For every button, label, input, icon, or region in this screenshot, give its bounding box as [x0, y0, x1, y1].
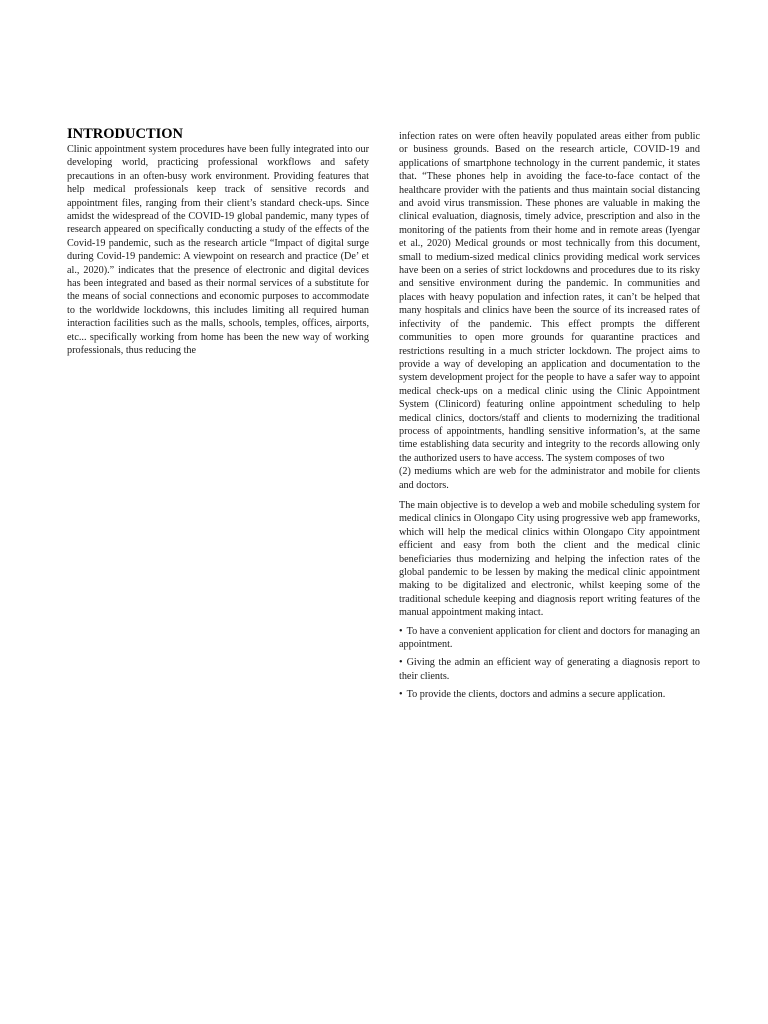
- bullet-marker: •: [399, 625, 403, 637]
- left-column: [67, 125, 369, 358]
- section-heading: INTRODUCTION: [67, 126, 184, 142]
- intro-paragraph-left: Clinic appointment system procedures have been fully integrated into our developing world, practicing professional workflows and safety precautions in an often-busy work environment. Providing features that help medical professionals keep track of sensitive records and appointment files, ranging from their client’s standard check-ups. Since amidst the widespread of the COVID-19 global pandemic, many types of research appeared on specifically conducting a study of the effects of the Covid-19 pandemic, such as the research article “Impact of digital surge during Covid-19 pandemic: A viewpoint on research and practice (De’ et al., 2020).” indicates that the presence of electronic and digital devices has been integrated and based as their normal services of a substitute for the means of social connections and economic purposes to accommodate to the worldwide lockdowns, this includes limiting all required human interaction facilities such as the malls, schools, temples, offices, airports, etc... specifically working from home has been the new way of working professionals, thus reducing the: [67, 144, 369, 357]
- objective-text: To have a convenient application for client and doctors for managing an appointment.: [399, 625, 700, 651]
- objective-bullet-2: [399, 656, 700, 683]
- bullet-marker: •: [399, 657, 403, 669]
- right-column: [399, 130, 700, 702]
- bullet-marker: •: [399, 689, 403, 701]
- intro-paragraph-right-2: (2) mediums which are web for the administrator and mobile for clients and doctors.: [399, 466, 700, 491]
- objective-bullet-1: [399, 625, 700, 652]
- objective-bullet-3: [399, 688, 700, 701]
- objective-text: Giving the admin an efficient way of generating a diagnosis report to their clients.: [399, 657, 700, 682]
- intro-paragraph-right-1: infection rates on were often heavily populated areas either from public or business grounds. Based on the research article, COVID-19 and applications of smartphone technology in the current pandemic, it states that. “These phones help in avoiding the face-to-face contact of the healthcare provider with the patients and thus maintain social distancing and avoid virus transmission. These phones are valuable in making the clinical evaluation, diagnosis, timely advice, prescription and also in the monitoring of the patients from their home and in remote areas (Iyengar et al., 2020) Medical grounds or most technically from this document, small to medium-sized medical clinics providing medical work services have been on a series of strict lockdowns and procedures due to its risky and sensitive environment during the pandemic. In communities and places with heavy population and infection rates, it can’t be helped that many hospitals and clinics have been the source of its increased rates of infectivity of the pandemic. This effect prompts the different communities to open more grounds for quarantine practices and restrictions resulting in a much stricter lockdown. The project aims to provide a way of developing an application and documentation to the system development project for the people to have a safer way to appoint medical check-ups on a medical clinic using the Clinic Appointment System (Clinicord) featuring online appointment scheduling to help medical clinics, doctors/staff and clients to modernizing the traditional process of appointments, handling sensitive information’s, at the same time establishing data security and integrity to the records allowing only the authorized users to have access. The system composes of two: [399, 131, 700, 464]
- objective-paragraph: The main objective is to develop a web and mobile scheduling system for medical clinics in Olongapo City using progressive web app frameworks, which will help the medical clinics within Olongapo City appointment efficient and easy from both the client and the medical clinic beneficiaries thus modernizing and helping the infection rates of the global pandemic to be lessen by making the medical clinic appointment making to be digitalized and electronic, whilst keeping some of the traditional schedule keeping and diagnosis report writing features of the manual appointment making intact.: [399, 499, 700, 619]
- objective-text: To provide the clients, doctors and admins a secure application.: [406, 689, 666, 701]
